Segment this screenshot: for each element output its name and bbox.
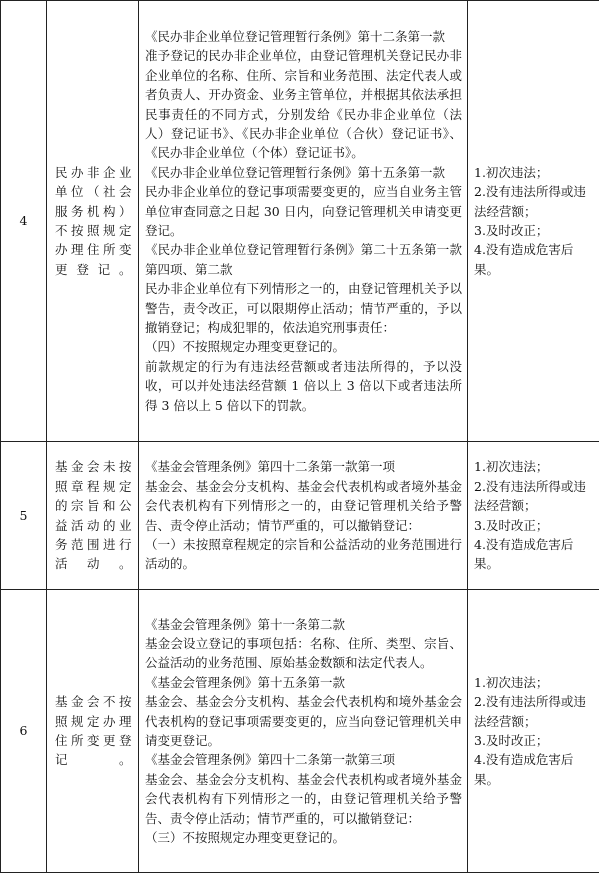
circumstance-item: 4.没有造成危害后果。 (474, 536, 574, 572)
circumstance-item: 3.及时改正； (474, 223, 549, 238)
basis-text: 民办非企业单位的登记事项需要变更的，应当自业务主管单位审查同意之日起 30 日内，向登记管理机关申请变更登记。 (145, 184, 462, 238)
circumstance-item: 1.初次违法； (474, 674, 549, 690)
basis-title: 《基金会管理条例》第四十二条第一款第三项 (145, 752, 396, 768)
basis-title: 《民办非企业单位登记管理暂行条例》第二十五条第一款第四项、第二款 (145, 242, 462, 277)
basis-text: 前款规定的行为有违法经营额或者违法所得的，予以没收，可以并处违法经营额 1 倍以上 3 倍以下或者违法所得 3 倍以上 5 倍以下的罚款。 (145, 358, 462, 413)
basis-text: 民办非企业单位有下列情形之一的，由登记管理机关予以警告，责令改正，可以限期停止活动；情节严重的，予以撤销登记；构成犯罪的，依法追究刑事责任： (145, 281, 462, 336)
circumstance-item: 4.没有造成危害后果。 (474, 242, 574, 277)
basis-item: （三）不按照规定办理变更登记的。 (145, 830, 346, 846)
basis-title: 《基金会管理条例》第四十二条第一款第一项 (145, 459, 396, 475)
basis-text: 基金会、基金会分支机构、基金会代表机构或者境外基金会代表机构有下列情形之一的，由登记管理机关给予警告、责令停止活动；情节严重的，可以撤销登记： (145, 771, 462, 826)
basis-text: 基金会、基金会分支机构、基金会代表机构和境外基金会代表机构的登记事项需要变更的，应当向登记管理机关申请变更登记。 (145, 694, 462, 748)
circumstance-item: 2.没有违法所得或违法经营额； (474, 478, 586, 514)
circumstance-item: 2.没有违法所得或违法经营额； (474, 694, 586, 729)
violation-behavior: 基金会不按照规定办理住所变更登记。 (47, 590, 139, 873)
basis-title: 《基金会管理条例》第十一条第二款 (145, 616, 346, 632)
basis-text: 准予登记的民办非企业单位，由登记管理机关登记民办非企业单位的名称、住所、宗旨和业务范围、法定代表人或者负责人、开办资金、业务主管单位，并根据其依法承担民事责任的不同方式，分别发给《民办非企业单位（法人）登记证书》、《民办非企业单位（合伙）登记证书》、《民办非企业单位（个体）登记证书》。 (145, 48, 462, 161)
violation-behavior: 民办非企业单位（社会服务机构）不按照规定办理住所变更登记。 (47, 1, 139, 442)
table-row (1, 442, 599, 590)
legal-basis (139, 590, 468, 873)
violation-behavior: 基金会未按照章程规定的宗旨和公益活动的业务范围进行活动。 (47, 442, 139, 590)
circumstance-item: 3.及时改正； (474, 733, 549, 748)
row-number: 5 (1, 442, 47, 590)
circumstance-item: 3.及时改正； (474, 517, 549, 533)
mitigating-circumstances (468, 1, 599, 442)
basis-text: 基金会、基金会分支机构、基金会代表机构或者境外基金会代表机构有下列情形之一的，由登记管理机关给予警告、责令停止活动；情节严重的，可以撤销登记： (145, 478, 462, 533)
legal-basis (139, 442, 468, 590)
basis-item: （四）不按照规定办理变更登记的。 (145, 339, 346, 355)
mitigating-circumstances (468, 590, 599, 873)
table-row (1, 1, 599, 442)
row-number: 6 (1, 590, 47, 873)
table-row (1, 590, 599, 873)
circumstance-item: 2.没有违法所得或违法经营额； (474, 184, 586, 219)
basis-text: 基金会设立登记的事项包括：名称、住所、类型、宗旨、公益活动的业务范围、原始基金数额和法定代表人。 (145, 635, 462, 671)
circumstance-item: 4.没有造成危害后果。 (474, 752, 574, 787)
circumstance-item: 1.初次违法； (474, 459, 549, 475)
legal-basis (139, 1, 468, 442)
basis-item: （一）未按照章程规定的宗旨和公益活动的业务范围进行活动的。 (145, 536, 462, 572)
basis-title: 《基金会管理条例》第十五条第一款 (145, 674, 346, 690)
mitigating-circumstances (468, 442, 599, 590)
basis-title: 《民办非企业单位登记管理暂行条例》第十五条第一款 (145, 164, 446, 180)
basis-title: 《民办非企业单位登记管理暂行条例》第十二条第一款 (145, 28, 446, 44)
circumstance-item: 1.初次违法； (474, 164, 549, 180)
row-number: 4 (1, 1, 47, 442)
